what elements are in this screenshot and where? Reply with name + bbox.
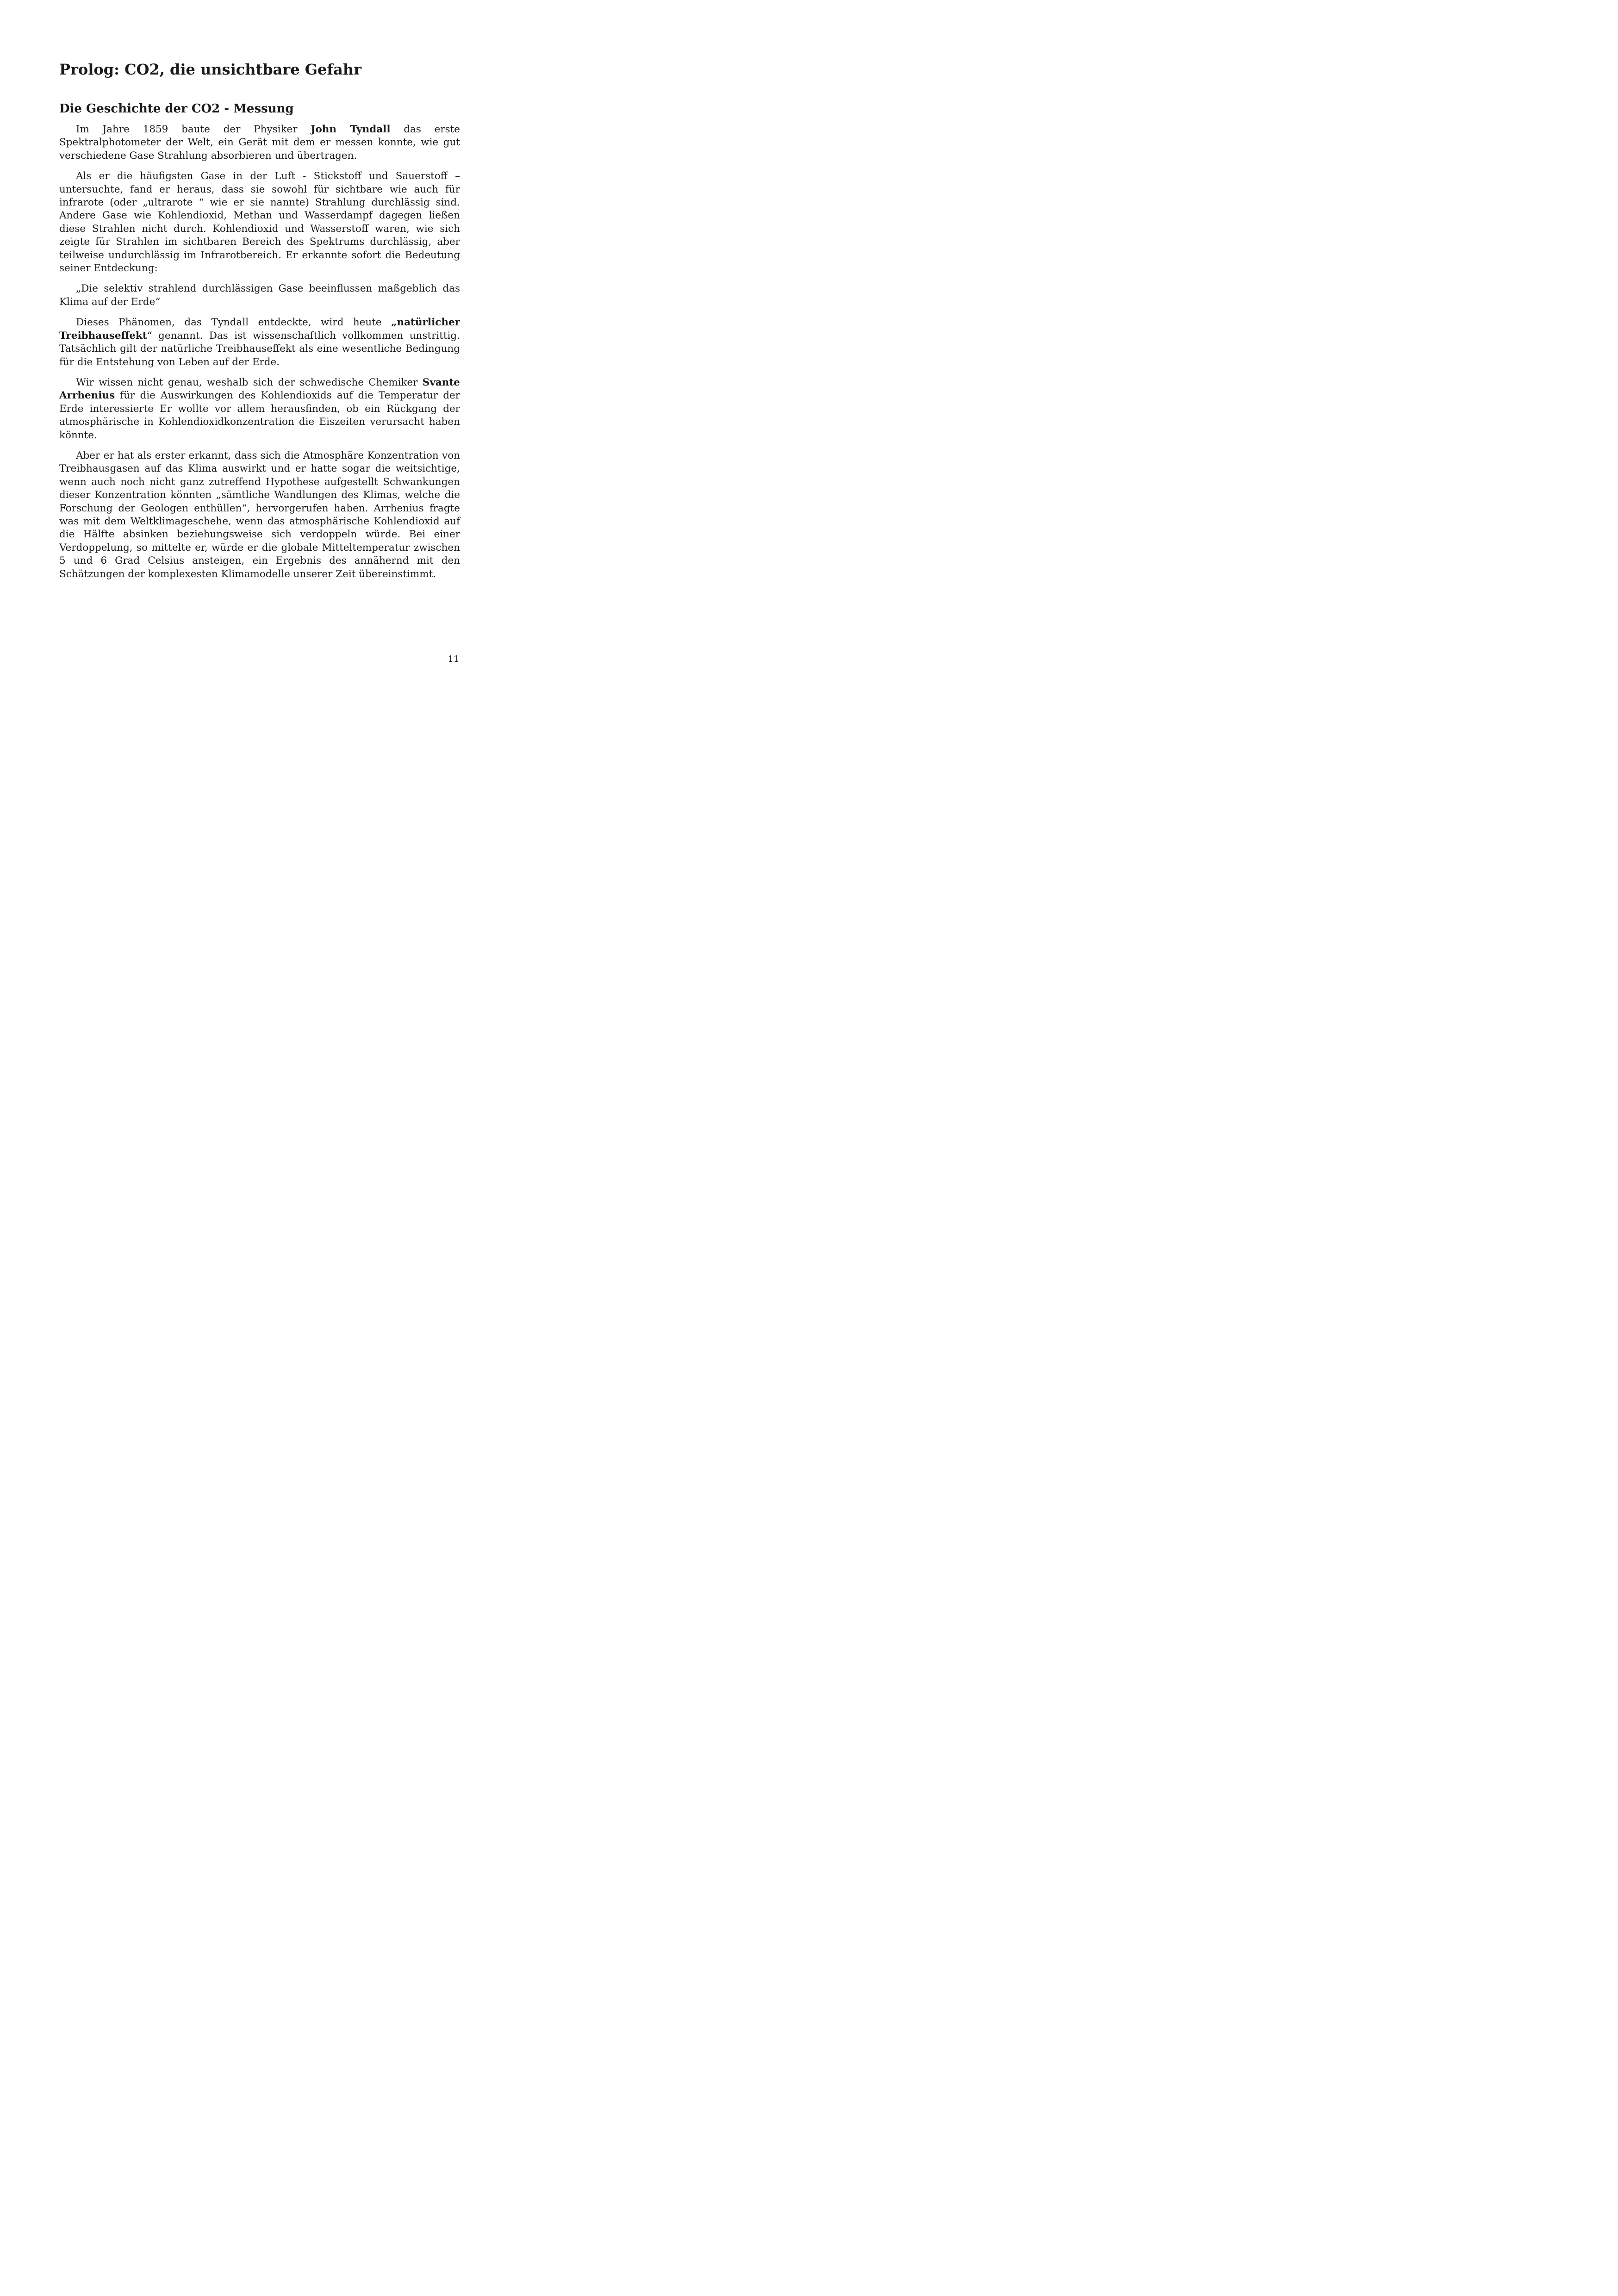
paragraph-3-text-a: Dieses Phänomen, das Tyndall entdeckte, wird heute bbox=[76, 317, 392, 329]
paragraph-1 bbox=[59, 123, 460, 162]
paragraph-3 bbox=[59, 316, 460, 369]
name-svante-arrhenius: Svante Arrhenius bbox=[59, 376, 460, 402]
tyndall-quote: „Die selektiv strahlend durchlässigen Gase beeinflussen maßgeblich das Klima auf der Erde“ bbox=[59, 283, 460, 308]
name-john-tyndall: John Tyndall bbox=[311, 124, 391, 135]
section-title: Die Geschichte der CO2 - Messung bbox=[59, 102, 294, 116]
body-text bbox=[59, 123, 460, 588]
book-page bbox=[0, 0, 509, 722]
paragraph-5: Aber er hat als erster erkannt, dass sich die Atmosphäre Konzentration von Treibhausgasen auf das Klima auswirkt und er hatte sogar die weitsichtige, wenn auch noch nicht ganz zutreffend Hypothese aufgestellt Schwankungen dieser Konzentration könnten „sämtliche Wandlungen des Klimas, welche die Forschung der Geologen enthüllen“, hervorgerufen haben. Arrhenius fragte was mit dem Weltklimageschehe, wenn das atmosphärische Kohlendioxid auf die Hälfte absinken beziehungsweise sich verdoppeln würde. Bei einer Verdoppelung, so mittelte er, würde er die globale Mitteltemperatur zwischen 5 und 6 Grad Celsius ansteigen, ein Ergebnis des annähernd mit den Schätzungen der komplexesten Klimamodelle unserer Zeit übereinstimmt. bbox=[59, 449, 460, 580]
term-natuerlicher-treibhauseffekt: „natürlicher Treibhauseffekt bbox=[59, 317, 460, 342]
paragraph-2: Als er die häufigsten Gase in der Luft - Stickstoff und Sauerstoff –untersuchte, fand er heraus, dass sie sowohl für sichtbare wie auch für infrarote (oder „ultrarote “ wie er sie nannte) Strahlung durchlässig sind. Andere Gase wie Kohlendioxid, Methan und Wasserdampf dagegen ließen diese Strahlen nicht durch. Kohlendioxid und Wasserstoff waren, wie sich zeigte für Strahlen im sichtbaren Bereich des Spektrums durchlässig, aber teilweise undurchlässig im Infrarotbereich. Er erkannte sofort die Bedeutung seiner Entdeckung: bbox=[59, 170, 460, 274]
paragraph-4-text-c: für die Auswirkungen des Kohlendioxids auf die Temperatur der Erde interessierte Er wollte vor allem herausfinden, ob ein Rückgang der atmosphärische in Kohlendioxidkonzentration die Eiszeiten verursacht haben könnte. bbox=[59, 390, 460, 441]
paragraph-1-text-c: das erste Spektralphotometer der Welt, ein Gerät mit dem er messen konnte, wie gut verschiedene Gase Strahlung absorbieren und übertragen. bbox=[59, 124, 461, 162]
paragraph-3-text-c: “ genannt. Das ist wissenschaftlich vollkommen unstrittig. Tatsächlich gilt der natürliche Treibhauseffekt als eine wesentliche Bedingung für die Entstehung von Leben auf der Erde. bbox=[59, 330, 460, 368]
page-number: 11 bbox=[448, 654, 459, 664]
paragraph-4 bbox=[59, 376, 460, 442]
paragraph-4-text-a: Wir wissen nicht genau, weshalb sich der schwedische Chemiker bbox=[76, 376, 423, 388]
chapter-title: Prolog: CO2, die unsichtbare Gefahr bbox=[59, 61, 362, 78]
paragraph-1-text-a: Im Jahre 1859 baute der Physiker bbox=[76, 124, 311, 135]
